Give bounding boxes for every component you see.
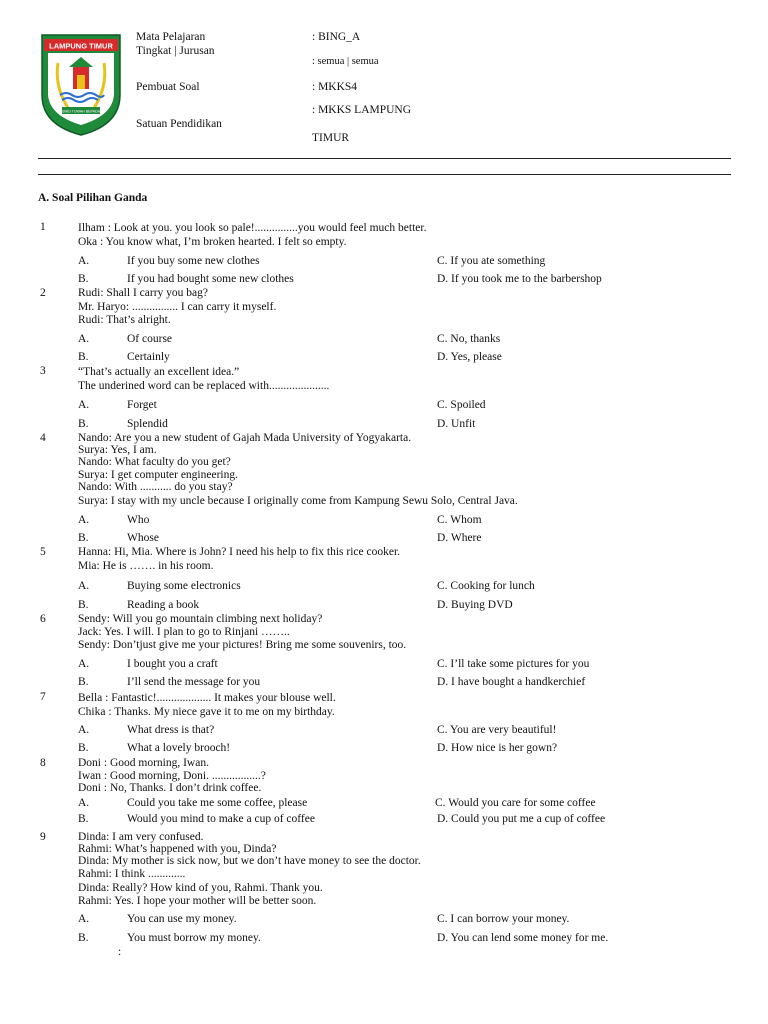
question-stem: Ilham : Look at you. you look so pale!...............you would feel much better. Oka : You know what, I’m broken hearted. I felt so empty.: [78, 222, 427, 248]
question-stem: Nando: Are you a new student of Gajah Mada University of Yogyakarta. Surya: Yes, I am. Nando: What faculty do you get? Surya: I get computer engineering. Nando: With ........... do you stay? Surya: I stay with my uncle because I originally come from Kampung Sewu Solo, Central Java.: [78, 432, 518, 508]
option-a-letter: A.: [78, 658, 90, 670]
value-author: : MKKS4: [312, 81, 358, 93]
question-stem: Doni : Good morning, Iwan. Iwan : Good morning, Doni. .................? Doni : No, Thanks. I don’t drink coffee.: [78, 757, 266, 794]
option-a[interactable]: If you buy some new clothes: [127, 255, 260, 267]
option-b-letter: B.: [78, 273, 89, 285]
option-b[interactable]: What a lovely brooch!: [127, 742, 231, 754]
question-stem: Sendy: Will you go mountain climbing next holiday? Jack: Yes. I will. I plan to go to Rinjani …….. Sendy: Don’tjust give me your pictures! Bring me some souvenirs, too.: [78, 613, 407, 651]
footer-mark: :: [118, 946, 122, 958]
option-b[interactable]: Splendid: [127, 418, 168, 430]
option-a[interactable]: Of course: [127, 333, 173, 345]
label-subject: Mata Pelajaran: [136, 31, 206, 43]
option-d[interactable]: D. I have bought a handkerchief: [437, 676, 586, 688]
question-stem: Hanna: Hi, Mia. Where is John? I need his help to fix this rice cooker. Mia: He is ……. in his room.: [78, 546, 401, 572]
option-a[interactable]: You can use my money.: [127, 913, 237, 925]
option-a[interactable]: What dress is that?: [127, 724, 215, 736]
question-number: 5: [40, 546, 46, 558]
option-b-letter: B.: [78, 532, 89, 544]
value-school-line2: TIMUR: [312, 132, 350, 144]
question-stem: Rudi: Shall I carry you bag? Mr. Haryo: ................ I can carry it myself. Rudi: That’s alright.: [78, 287, 277, 326]
logo-motto-text: BUMEI TUWAH BEPADAN: [59, 109, 103, 114]
option-c[interactable]: C. No, thanks: [437, 333, 501, 345]
option-d[interactable]: D. Buying DVD: [437, 599, 513, 611]
option-a-letter: A.: [78, 913, 90, 925]
option-b[interactable]: Would you mind to make a cup of coffee: [127, 813, 315, 825]
lampung-timur-logo: [40, 33, 122, 137]
option-b[interactable]: Certainly: [127, 351, 170, 363]
option-c[interactable]: C. I’ll take some pictures for you: [437, 658, 590, 670]
header-divider-top: [38, 158, 731, 159]
question-number: 1: [40, 221, 46, 233]
option-a[interactable]: Could you take me some coffee, please: [127, 797, 308, 809]
question-stem: “That’s actually an excellent idea.” The underined word can be replaced with.....................: [78, 366, 330, 392]
option-b[interactable]: If you had bought some new clothes: [127, 273, 294, 285]
option-c[interactable]: C. Whom: [437, 514, 482, 526]
option-b[interactable]: Reading a book: [127, 599, 200, 611]
option-b[interactable]: Whose: [127, 532, 159, 544]
option-a[interactable]: Forget: [127, 399, 157, 411]
question-number: 6: [40, 613, 46, 625]
option-a-letter: A.: [78, 255, 90, 267]
option-a-letter: A.: [78, 333, 90, 345]
label-author: Pembuat Soal: [136, 81, 200, 93]
option-a-letter: A.: [78, 514, 90, 526]
question-number: 2: [40, 287, 46, 299]
option-b-letter: B.: [78, 418, 89, 430]
option-d[interactable]: D. Unfit: [437, 418, 476, 430]
value-school-line1: : MKKS LAMPUNG: [312, 104, 412, 116]
option-b[interactable]: You must borrow my money.: [127, 932, 261, 944]
option-a[interactable]: Buying some electronics: [127, 580, 241, 592]
option-c[interactable]: C. I can borrow your money.: [437, 913, 570, 925]
option-d[interactable]: D. How nice is her gown?: [437, 742, 558, 754]
option-d[interactable]: D. You can lend some money for me.: [437, 932, 609, 944]
option-b-letter: B.: [78, 932, 89, 944]
option-d[interactable]: D. Could you put me a cup of coffee: [437, 813, 606, 825]
label-grade: Tingkat | Jurusan: [136, 45, 215, 57]
option-b-letter: B.: [78, 742, 89, 754]
question-number: 7: [40, 691, 46, 703]
label-school: Satuan Pendidikan: [136, 118, 222, 130]
value-grade: : semua | semua: [312, 56, 379, 67]
option-c[interactable]: C. Would you care for some coffee: [435, 797, 596, 809]
option-b[interactable]: I’ll send the message for you: [127, 676, 261, 688]
option-c[interactable]: C. If you ate something: [437, 255, 546, 267]
value-subject: : BING_A: [312, 31, 361, 43]
question-stem: Dinda: I am very confused. Rahmi: What’s happened with you, Dinda? Dinda: My mother is sick now, but we don’t have money to see the doctor. Rahmi: I think ............. Dinda: Really? How kind of you, Rahmi. Thank you. Rahmi: Yes. I hope your mother will be better soon.: [78, 831, 421, 908]
header-divider-bottom: [38, 174, 731, 175]
option-a-letter: A.: [78, 724, 90, 736]
question-number: 3: [40, 365, 46, 377]
section-title: A. Soal Pilihan Ganda: [38, 192, 148, 204]
option-c[interactable]: C. Cooking for lunch: [437, 580, 535, 592]
option-d[interactable]: D. If you took me to the barbershop: [437, 273, 602, 285]
option-b-letter: B.: [78, 351, 89, 363]
option-a[interactable]: I bought you a craft: [127, 658, 218, 670]
question-number: 9: [40, 831, 46, 843]
option-a-letter: A.: [78, 580, 90, 592]
option-c[interactable]: C. Spoiled: [437, 399, 486, 411]
logo-banner-text: LAMPUNG TIMUR: [49, 41, 113, 51]
question-number: 4: [40, 432, 46, 444]
option-d[interactable]: D. Where: [437, 532, 482, 544]
option-c[interactable]: C. You are very beautiful!: [437, 724, 557, 736]
option-d[interactable]: D. Yes, please: [437, 351, 502, 363]
option-a[interactable]: Who: [127, 514, 150, 526]
option-a-letter: A.: [78, 399, 90, 411]
option-b-letter: B.: [78, 599, 89, 611]
question-stem: Bella : Fantastic!................... It makes your blouse well. Chika : Thanks. My niece gave it to me on my birthday.: [78, 692, 336, 718]
option-b-letter: B.: [78, 676, 89, 688]
option-b-letter: B.: [78, 813, 89, 825]
option-a-letter: A.: [78, 797, 90, 809]
question-number: 8: [40, 757, 46, 769]
